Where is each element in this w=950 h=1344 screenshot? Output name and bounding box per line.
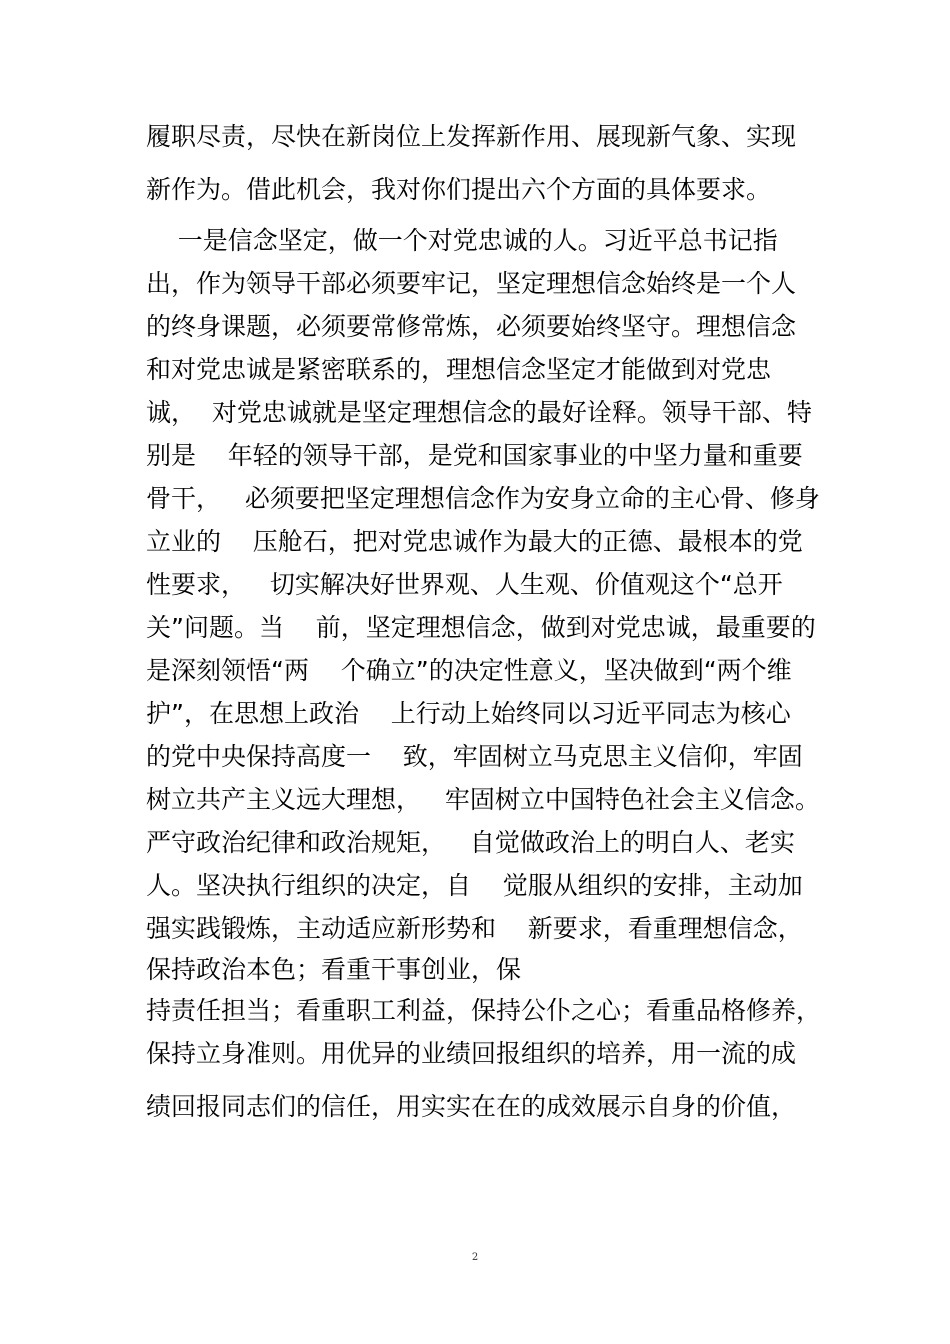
- text-line: 性要求， 切实解决好世界观、人生观、价值观这个“总开: [146, 570, 783, 599]
- text-line: 立业的 压舱石，把对党忠诚作为最大的正德、最根本的党: [146, 527, 803, 556]
- text-line: 诚， 对党忠诚就是坚定理想信念的最好诠释。领导干部、特: [146, 398, 812, 427]
- text-line: 新作为。借此机会，我对你们提出六个方面的具体要求。: [146, 175, 772, 204]
- text-line: 的终身课题，必须要常修常炼，必须要始终坚守。理想信念: [146, 312, 797, 341]
- text-line: 保持立身准则。用优异的业绩回报组织的培养，用一流的成: [146, 1039, 797, 1068]
- text-line: 绩回报同志们的信任，用实实在在的成效展示自身的价值，: [146, 1092, 797, 1121]
- text-line: 护”，在思想上政治 上行动上始终同以习近平同志为核心: [146, 699, 791, 728]
- text-line: 和对党忠诚是紧密联系的，理想信念坚定才能做到对党忠: [146, 355, 772, 384]
- text-line: 人。坚决执行组织的决定，自 觉服从组织的安排，主动加: [146, 871, 803, 900]
- text-line: 的党中央保持高度一 致，牢固树立马克思主义信仰，牢固: [146, 742, 803, 771]
- text-line: 出，作为领导干部必须要牢记，坚定理想信念始终是一个人: [146, 269, 797, 298]
- text-line: 强实践锻炼，主动适应新形势和 新要求，看重理想信念，: [146, 914, 803, 943]
- text-line: 关”问题。当 前，坚定理想信念，做到对党忠诚，最重要的: [146, 613, 816, 642]
- text-line: 一是信念坚定，做一个对党忠诚的人。习近平总书记指: [146, 226, 778, 255]
- text-line: 树立共产主义远大理想， 牢固树立中国特色社会主义信念。: [146, 785, 820, 814]
- text-line: 骨干， 必须要把坚定理想信念作为安身立命的主心骨、修身: [146, 484, 820, 513]
- text-line: 保持政治本色；看重干事创业，保: [146, 955, 522, 984]
- text-line: 持责任担当；看重职工利益，保持公仆之心；看重品格修养，: [146, 996, 822, 1025]
- text-line: 是深刻领悟“两 个确立”的决定性意义，坚决做到“两个维: [146, 656, 792, 685]
- text-line: 别是 年轻的领导干部，是党和国家事业的中坚力量和重要: [146, 441, 803, 470]
- text-line: 严守政治纪律和政治规矩， 自觉做政治上的明白人、老实: [146, 828, 795, 857]
- page-number: 2: [471, 1252, 479, 1263]
- text-line: 履职尽责，尽快在新岗位上发挥新作用、展现新气象、实现: [146, 122, 797, 151]
